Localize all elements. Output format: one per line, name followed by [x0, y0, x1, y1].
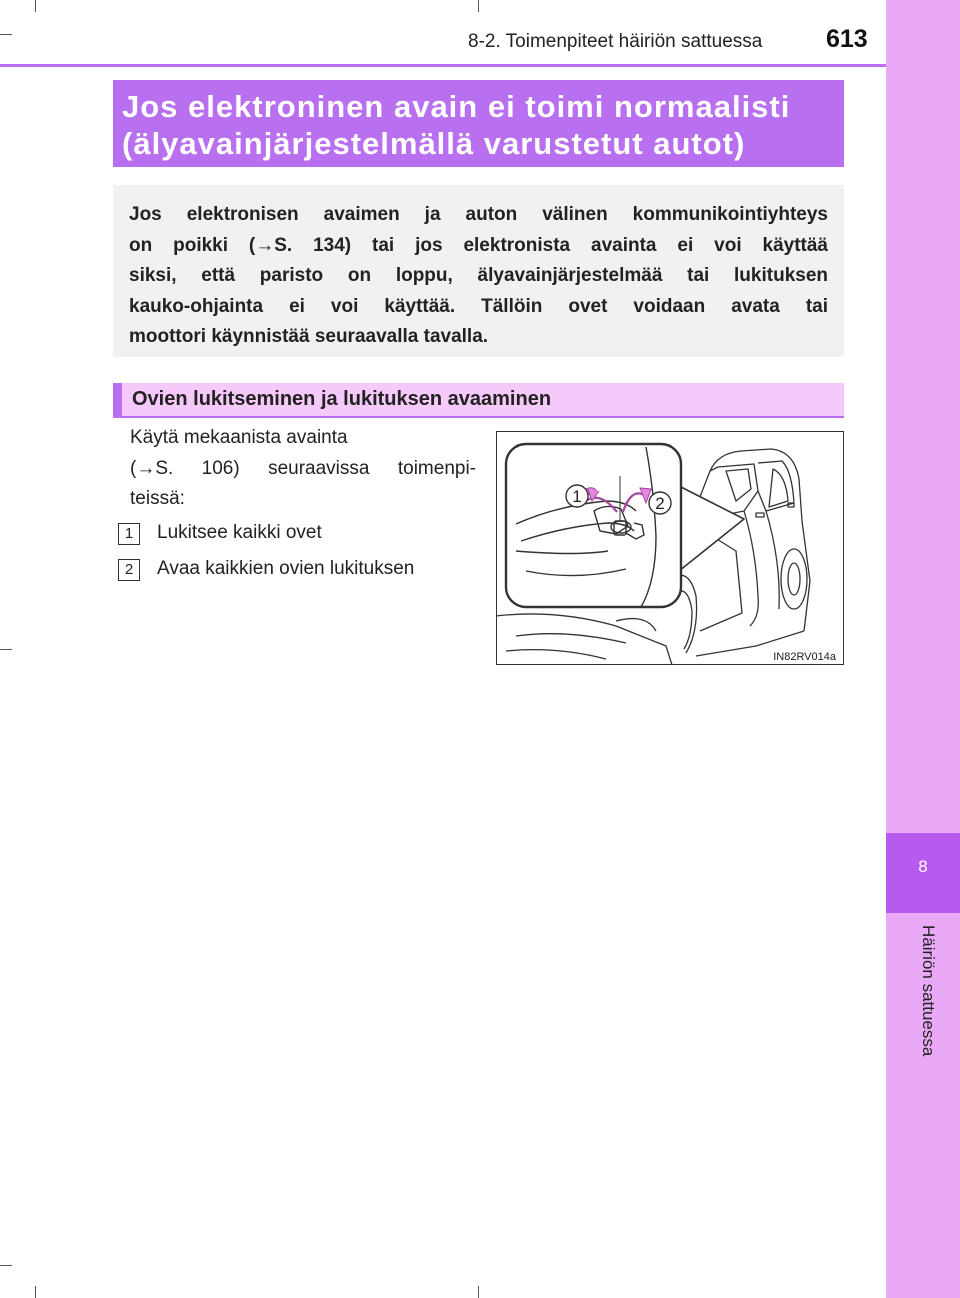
body-text: Käytä mekaanista avainta — [130, 427, 348, 448]
step-number-badge: 1 — [118, 523, 140, 545]
crop-mark — [0, 1265, 12, 1266]
crop-mark — [478, 0, 479, 12]
callout-2: 2 — [655, 494, 665, 513]
crop-mark — [0, 34, 12, 35]
intro-line: kauko-ohjainta ei voi käyttää. Tällöin ovet voidaan avata tai — [129, 295, 828, 317]
page-title — [113, 80, 844, 167]
step-text: Avaa kaikkien ovien lukituksen — [157, 558, 415, 579]
chapter-label: Häiriön sattuessa — [919, 925, 938, 1057]
section-heading — [113, 383, 844, 418]
step-text: Lukitsee kaikki ovet — [157, 522, 322, 543]
crop-mark — [0, 649, 12, 650]
section-accent — [113, 383, 122, 416]
running-header: 8-2. Toimenpiteet häiriön sattuessa — [468, 31, 763, 52]
intro-line: moottori käynnistää seuraavalla tavalla. — [129, 326, 489, 347]
intro-line: Jos elektronisen avaimen ja auton välinen kommunikointiyhteys — [129, 204, 828, 225]
body-text: (→S. 106) seuraavissa toimenpi- — [130, 458, 476, 479]
title-line-2: (älyavainjärjestelmällä varustetut autot) — [122, 126, 746, 161]
figure-code: IN82RV014a — [773, 651, 836, 663]
title-line-1: Jos elektroninen avain ei toimi normaalisti — [122, 89, 791, 124]
section-title: Ovien lukitseminen ja lukituksen avaaminen — [132, 388, 552, 410]
chapter-tab[interactable] — [886, 833, 960, 913]
callout-1: 1 — [572, 487, 582, 506]
chapter-number: 8 — [918, 857, 928, 876]
intro-line: siksi, että paristo on loppu, älyavainjärjestelmää tai lukituksen — [129, 265, 828, 286]
intro-line: on poikki (→S. 134) tai jos elektronista avainta ei voi käyttää — [129, 234, 828, 256]
intro-box — [113, 185, 844, 357]
crop-mark — [35, 0, 36, 12]
body-text: teissä: — [130, 488, 185, 509]
step-number-badge: 2 — [118, 559, 140, 581]
door-key-illustration — [496, 431, 844, 665]
page-number: 613 — [826, 25, 868, 53]
crop-mark — [478, 1286, 479, 1298]
crop-mark — [35, 1286, 36, 1298]
side-tab — [886, 0, 960, 1298]
header-rule — [0, 64, 886, 67]
